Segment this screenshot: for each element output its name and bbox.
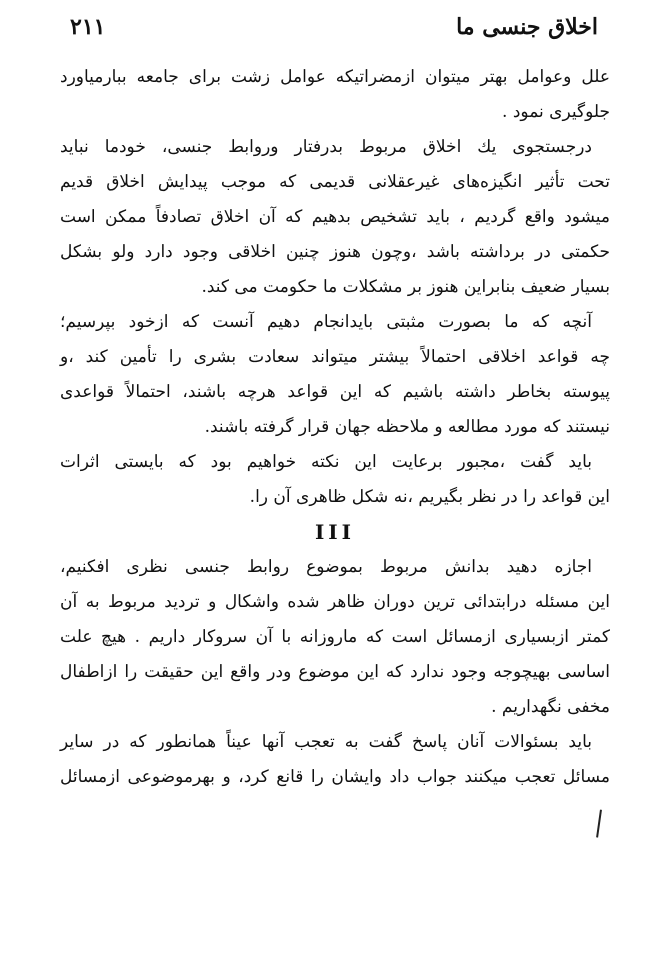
text-line: علل وعوامل بهتر میتوان ازمضراتیکه عوامل زشت برای جامعه ببارمیاورد (60, 67, 610, 87)
text-line: مسائل تعجب میکنند جواب داد وایشان را قانع کرد، و بهرموضوعی ازمسائل (60, 767, 610, 787)
text-line: پیوسته بخاطر داشته باشیم که این قواعد هرچه باشند، احتمالاً قواعدی (60, 382, 610, 402)
text-line: بسیار ضعیف بنابراین هنوز بر مشکلات ما حکومت می کند. (201, 277, 610, 297)
text-line: آنچه که ما بصورت مثبتی بایدانجام دهیم آنست که ازخود بپرسیم؛ (60, 312, 592, 332)
running-title: اخلاق جنسی ما (456, 14, 598, 40)
text-line: باید بسئوالات آنان پاسخ گفت به تعجب آنها عیناً همانطور که در سایر (60, 732, 592, 752)
text-line: اساسی بهیچوجه وجود ندارد که این موضوع ودر واقع این حقیقت را ازاطفال (60, 662, 610, 682)
text-line: این مسئله درابتدائی ترین دوران ظاهر شده واشکال و تردید مربوط به آن (60, 592, 610, 612)
text-line: چه قواعد اخلاقی احتمالاً بیشتر میتواند سعادت بشری را تأمین کند ،و (60, 347, 610, 367)
text-line: میشود واقع گردیم ، باید تشخیص بدهیم که آن اخلاق تصادفاً ممکن است (60, 207, 610, 227)
page-number: ۲۱۱ (70, 14, 106, 40)
text-line: کمتر ازبسیاری ازمسائل است که ماروزانه با آن سروکار داریم . هیچ علت (60, 627, 610, 647)
section-heading: III (314, 520, 356, 544)
text-line: باید گفت ،مجبور برعایت این نکته خواهیم بود که بایستی اثرات (60, 452, 592, 472)
text-line: تحت تأثیر انگیزه‌های غیرعقلانی قدیمی که موجب پیدایش اخلاق قدیم (60, 172, 610, 192)
page-header (70, 14, 598, 48)
text-line: درجستجوی یك اخلاق مربوط بدرفتار وروابط جنسی، خودما نباید (60, 137, 592, 157)
text-line: اجازه دهید بدانش مربوط بموضوع روابط جنسی نظری افکنیم، (60, 557, 592, 577)
text-line: مخفی نگهداریم . (491, 697, 610, 717)
text-line: نیستند که مورد مطالعه و ملاحظه جهان قرار گرفته باشند. (204, 417, 610, 437)
text-line: حکمتی در برداشته باشد ،وچون هنوز چنین اخلاقی وجود دارد ولو بشکل (60, 242, 610, 262)
body-text (60, 60, 610, 795)
text-line: جلوگیری نمود . (502, 102, 610, 122)
text-line: این قواعد را در نظر بگیریم ،نه شکل ظاهری آن را. (249, 487, 610, 507)
margin-pen-mark (596, 810, 608, 839)
